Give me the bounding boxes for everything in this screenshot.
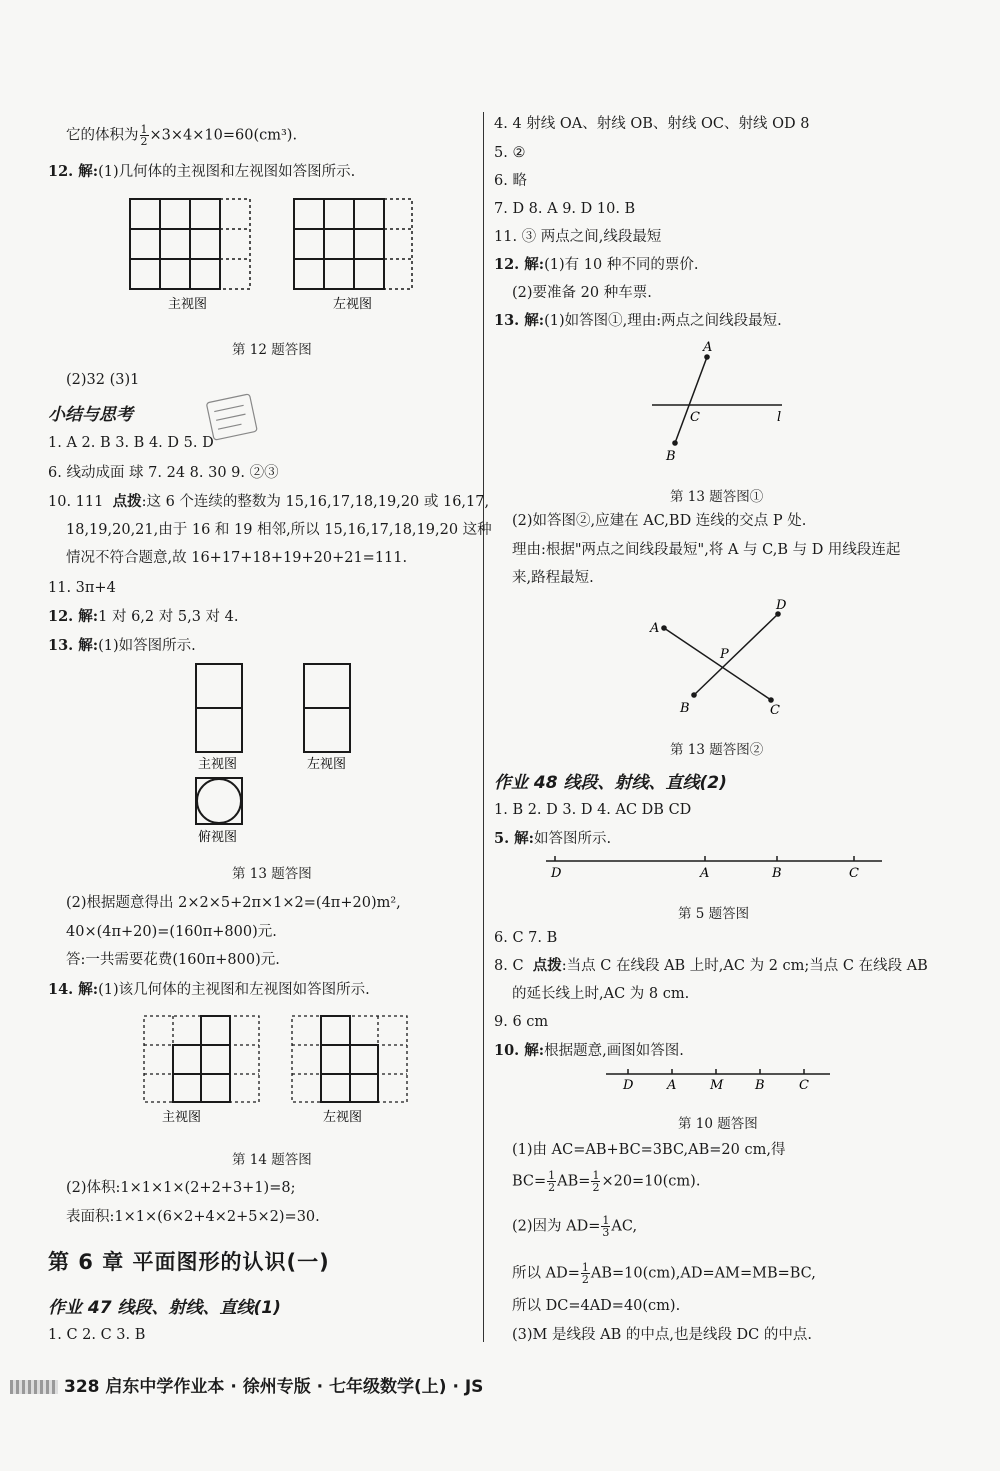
hw48-ans-8: 8. C 点拨:当点 C 在线段 AB 上时,AC 为 2 cm;当点 C 在线段 AB	[494, 957, 928, 974]
q13-part2-line1: (2)根据题意得出 2×2×5+2π×1×2=(4π+20)m²,	[66, 895, 401, 911]
label-B: B	[666, 449, 676, 464]
fig13-front-label: 主视图	[198, 757, 238, 772]
book-title: 启东中学作业本 · 徐州专版 · 七年级数学(上) · JS	[105, 1377, 484, 1397]
q13-part2-line2: 40×(4π+20)=(160π+800)元.	[66, 924, 277, 940]
summary-ans-10b: 18,19,20,21,由于 16 和 19 相邻,所以 15,16,17,18,19,20 这种	[66, 522, 492, 538]
label-B: B	[680, 701, 690, 716]
r-ans-13-reason2: 来,路程最短.	[512, 570, 594, 586]
figure-13b	[640, 592, 800, 722]
label-B: B	[772, 866, 782, 881]
label-D: D	[776, 598, 787, 613]
hw48-ans-5: 5. 解:如答图所示.	[494, 830, 612, 847]
footer-stripe	[10, 1380, 58, 1394]
figure-5	[540, 852, 890, 884]
label-P: P	[720, 647, 729, 662]
fig14-caption: 第 14 题答图	[232, 1152, 312, 1168]
q10-part1: (1)由 AC=AB+BC=3BC,AB=20 cm,得	[512, 1142, 786, 1158]
fig12-front-label: 主视图	[168, 297, 208, 312]
fig14-left-label: 左视图	[323, 1110, 363, 1125]
q12-answers-2-3: (2)32 (3)1	[66, 372, 140, 388]
label-A: A	[703, 340, 713, 355]
fig12-front-view	[130, 199, 220, 289]
segment-AC	[664, 628, 771, 700]
hw48-ans-8b: 的延长线上时,AC 为 8 cm.	[512, 986, 690, 1002]
r-ans-5: 5. ②	[494, 145, 526, 161]
summary-heading: 小结与思考	[48, 405, 133, 425]
fig14-front-view	[173, 1016, 230, 1102]
summary-ans-11: 11. 3π+4	[48, 580, 116, 596]
r-ans-4: 4. 4 射线 OA、射线 OB、射线 OC、射线 OD 8	[494, 116, 810, 132]
summary-ans-10c: 情况不符合题意,故 16+17+18+19+20+21=111.	[66, 550, 408, 566]
label-C: C	[849, 866, 859, 881]
q14-line: 14. 解:(1)该几何体的主视图和左视图如答图所示.	[48, 981, 370, 998]
page-number: 328	[64, 1377, 100, 1397]
summary-ans-13: 13. 解:(1)如答图所示.	[48, 637, 196, 654]
chapter-title: 第 6 章 平面图形的认识(一)	[48, 1250, 330, 1274]
r-ans-6: 6. 略	[494, 173, 527, 189]
label-C: C	[799, 1078, 809, 1093]
label-C: C	[690, 410, 700, 425]
hw47-answers: 1. C 2. C 3. B	[48, 1327, 146, 1343]
figure-13-left	[190, 660, 370, 850]
r-ans-13-reason: 理由:根据"两点之间线段最短",将 A 与 C,B 与 D 用线段连起	[512, 542, 901, 558]
point-B	[672, 440, 678, 446]
label-l: l	[777, 410, 782, 425]
figure-10	[600, 1066, 840, 1096]
q10-part1-calc: BC= $\frac{1}{2}$ AB= $\frac{1}{2}$ ×20=10(cm).	[512, 1169, 701, 1194]
label-D: D	[623, 1078, 634, 1093]
fraction-half: $\frac{1}{2}$	[140, 123, 148, 148]
q13-answer: 答:一共需要花费(160π+800)元.	[66, 952, 280, 968]
r-ans-13: 13. 解:(1)如答图①,理由:两点之间线段最短.	[494, 312, 782, 329]
column-divider	[483, 112, 484, 1342]
label-B: B	[755, 1078, 765, 1093]
q10-part2: (2)因为 AD= $\frac{1}{3}$ AC,	[512, 1214, 638, 1239]
label-C: C	[770, 703, 780, 718]
fig12-left-label: 左视图	[333, 297, 373, 312]
fig13-left-label: 左视图	[307, 757, 347, 772]
segment-AB	[675, 357, 707, 443]
summary-ans-10: 10. 111 点拨:这 6 个连续的整数为 15,16,17,18,19,20 或 16,17,	[48, 493, 490, 510]
r-ans-11: 11. ③ 两点之间,线段最短	[494, 229, 662, 245]
fig13-caption: 第 13 题答图	[232, 866, 312, 882]
hw48-ans-6-7: 6. C 7. B	[494, 930, 558, 946]
figure-12	[128, 195, 418, 315]
summary-ans-1: 1. A 2. B 3. B 4. D 5. D	[48, 435, 214, 451]
q10-part2-result: 所以 DC=4AD=40(cm).	[512, 1298, 681, 1314]
figure-14	[140, 1012, 420, 1127]
fig12-caption: 第 12 题答图	[232, 342, 312, 358]
summary-ans-2: 6. 线动成面 球 7. 24 8. 30 9. ②③	[48, 465, 279, 481]
fig14-front-label: 主视图	[162, 1110, 202, 1125]
volume-line: 它的体积为 $\frac{1}{2}$ ×3×4×10=60(cm³).	[66, 123, 298, 148]
r-ans-12: 12. 解:(1)有 10 种不同的票价.	[494, 256, 699, 273]
q10-part2-calc: 所以 AD= $\frac{1}{2}$ AB=10(cm),AD=AM=MB=BC,	[512, 1261, 816, 1286]
hw48-ans-1-4: 1. B 2. D 3. D 4. AC DB CD	[494, 802, 692, 818]
label-A: A	[650, 621, 660, 636]
summary-ans-12: 12. 解:1 对 6,2 对 5,3 对 4.	[48, 608, 239, 625]
q14-surface: 表面积:1×1×(6×2+4×2+5×2)=30.	[66, 1209, 320, 1225]
hw48-heading: 作业 48 线段、射线、直线(2)	[494, 773, 727, 793]
fig12-left-view	[294, 199, 384, 289]
fig14-left-view	[321, 1016, 378, 1102]
fig13-top-label: 俯视图	[198, 830, 238, 845]
page-footer	[10, 1372, 483, 1397]
label-M: M	[710, 1078, 724, 1093]
label-D: D	[551, 866, 562, 881]
q14-volume: (2)体积:1×1×1×(2+2+3+1)=8;	[66, 1180, 296, 1196]
r-ans-13-part2: (2)如答图②,应建在 AC,BD 连线的交点 P 处.	[512, 513, 807, 529]
q10-part3: (3)M 是线段 AB 的中点,也是线段 DC 的中点.	[512, 1327, 812, 1343]
label-A: A	[667, 1078, 677, 1093]
fig10-caption: 第 10 题答图	[678, 1116, 758, 1132]
segment-BD	[694, 614, 778, 695]
label-A: A	[700, 866, 710, 881]
fig13a-caption: 第 13 题答图①	[670, 489, 764, 505]
hw48-ans-10: 10. 解:根据题意,画图如答图.	[494, 1042, 684, 1059]
fig13b-caption: 第 13 题答图②	[670, 742, 764, 758]
q12-line: 12. 解:(1)几何体的主视图和左视图如答图所示.	[48, 163, 356, 180]
r-ans-12b: (2)要准备 20 种车票.	[512, 285, 652, 301]
point-A	[704, 354, 710, 360]
hw47-heading: 作业 47 线段、射线、直线(1)	[48, 1298, 281, 1318]
fig5-caption: 第 5 题答图	[678, 906, 750, 922]
hw48-ans-9: 9. 6 cm	[494, 1014, 549, 1030]
figure-13a	[640, 335, 800, 465]
r-ans-7-10: 7. D 8. A 9. D 10. B	[494, 201, 636, 217]
